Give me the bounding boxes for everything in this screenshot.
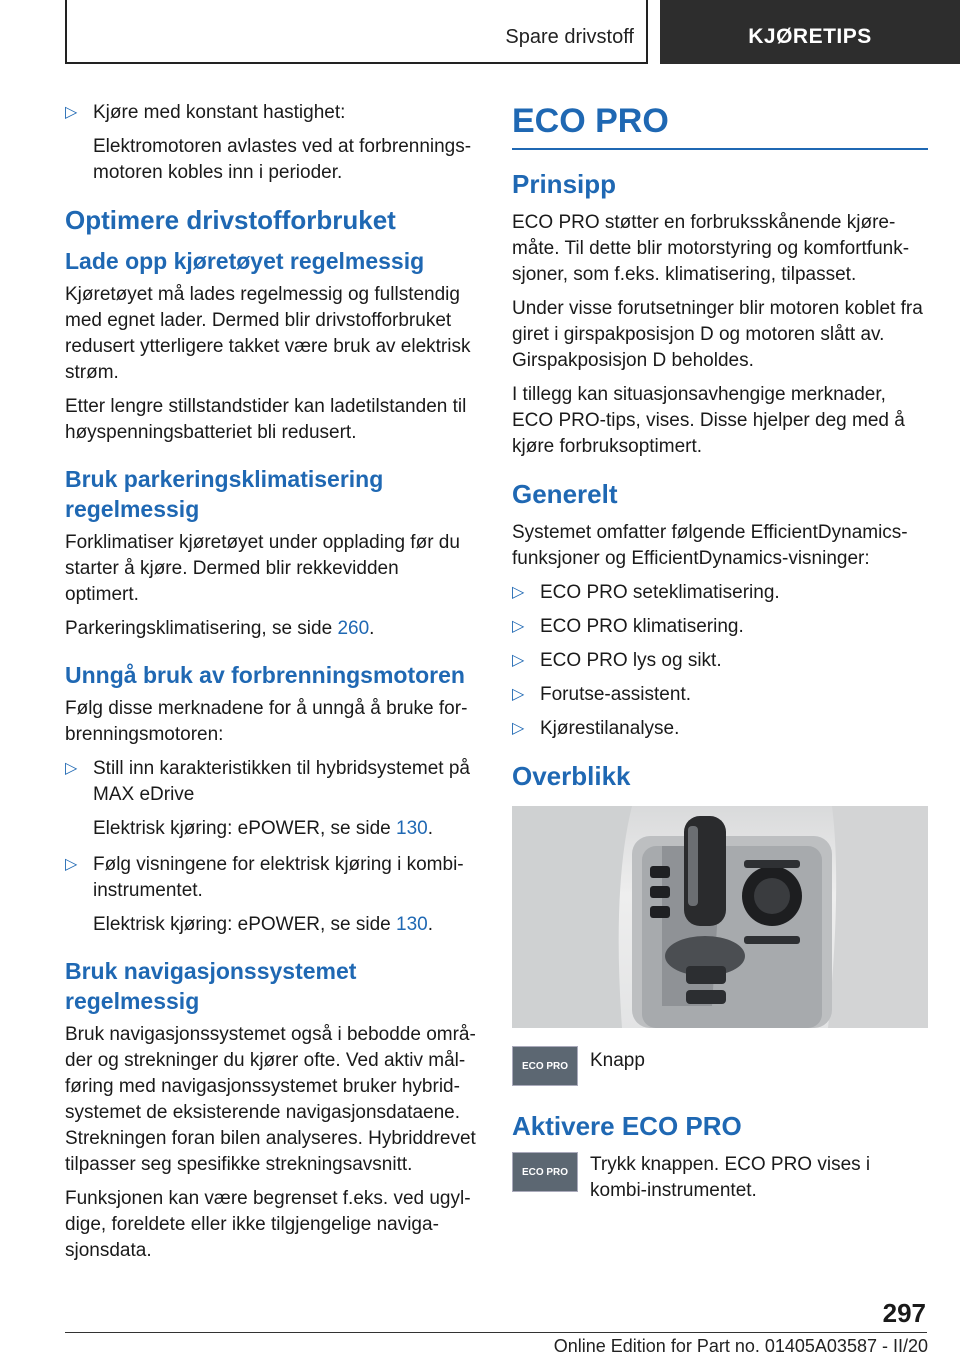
list-item (65, 100, 477, 186)
bullet-triangle-icon: ▷ (512, 720, 525, 737)
paragraph: Følg disse merknadene for å unngå å bruke forbrenningsmotoren: (65, 698, 468, 745)
header-section-title: Spare drivstoff (505, 25, 634, 48)
paragraph: ECO PRO støtter en forbruksskånende kjøremåte. Til dette blir motorstyring og komfortfunksjoner, som f.eks. klimatisering, tilpasset. (512, 212, 910, 285)
list-item (65, 756, 477, 842)
bullet-triangle-icon: ▷ (65, 104, 78, 121)
left-column (65, 100, 477, 1272)
bullet-triangle-icon: ▷ (512, 584, 525, 601)
right-column (512, 100, 928, 1212)
heading-eco-pro: ECO PRO (512, 100, 928, 150)
paragraph-with-link (65, 616, 477, 642)
header-section-tab (65, 0, 648, 64)
footer-divider (65, 1332, 927, 1333)
list-item-text: Kjørestilanalyse. (540, 718, 680, 739)
heading-overview: Overblikk (512, 761, 631, 791)
paragraph: Kjøretøyet må lades regelmessig og fullstendig med egnet lader. Dermed blir drivstofforbruket redusert ytterligere takket være bruk av elektrisk strøm. (65, 284, 471, 383)
bullet-triangle-icon: ▷ (512, 618, 525, 635)
list-item (512, 580, 928, 606)
bullet-text: Følg visningene for elektrisk kjøring i kombiinstrumentet. (93, 854, 464, 901)
list-item-text: Forutse-assistent. (540, 684, 691, 705)
bullet-text: Kjøre med konstant hastighet: (93, 102, 346, 123)
bullet-triangle-icon: ▷ (65, 760, 78, 777)
page-link[interactable]: 130 (396, 818, 428, 839)
center-console-photo (512, 806, 928, 1028)
bullet-text: Still inn karakteristikken til hybridsystemet på MAX eDrive (93, 758, 470, 805)
eco-pro-button-image: ECO PRO (512, 1046, 578, 1086)
bullet-subtext (93, 816, 477, 842)
paragraph: Under visse forutsetninger blir motoren koblet fra giret i girspakposisjon D og motoren slått av. Girspakposisjon D beholdes. (512, 298, 923, 371)
page-link[interactable]: 260 (337, 618, 370, 639)
bullet-triangle-icon: ▷ (65, 856, 78, 873)
list-item (512, 614, 928, 640)
link-suffix: . (427, 818, 434, 839)
page-number: 297 (882, 1298, 926, 1328)
footer-edition: Online Edition for Part no. 01405A03587 - II/20 (553, 1336, 928, 1356)
list-item (65, 852, 477, 938)
list-item-text: ECO PRO klimatisering. (540, 616, 744, 637)
bullet-triangle-icon: ▷ (512, 686, 525, 703)
bullet-triangle-icon: ▷ (512, 652, 525, 669)
button-legend-row (512, 1046, 928, 1086)
console-illustration (512, 806, 928, 1028)
page-link[interactable]: 130 (396, 914, 428, 935)
heading-activate: Aktivere ECO PRO (512, 1111, 742, 1141)
link-prefix: Parkeringsklimatisering, se side (65, 618, 338, 639)
paragraph: Funksjonen kan være begrenset f.eks. ved ugyldige, foreldete eller ikke tilgjengelige navigasjonsdata. (65, 1188, 471, 1261)
heading-optimize: Optimere drivstofforbruket (65, 205, 396, 235)
heading-parking: Bruk parkeringsklimatisering regelmessig (65, 466, 384, 522)
activate-row (512, 1152, 928, 1212)
header-chapter-title: KJØRETIPS (748, 25, 872, 48)
heading-avoid: Unngå bruk av forbrenningsmotoren (65, 662, 465, 688)
activate-text: Trykk knappen. ECO PRO vises i kombi-instrumentet. (590, 1154, 871, 1201)
paragraph: Etter lengre stillstandstider kan ladetilstanden til høyspenningsbatteriet bli redusert. (65, 396, 467, 443)
list-item (512, 716, 928, 742)
bullet-subtext (93, 912, 477, 938)
paragraph: Bruk navigasjonssystemet også i bebodde områder og strekninger du kjører ofte. Ved aktiv målføring med navigasjonssystemet bruker hybridsystemet de eksisterende navigasjonsdataene. Strekningen foran bilen analyseres. Hybriddrevet tilpasser seg spesifikke strekningsavsnitt. (65, 1024, 476, 1175)
list-item (512, 682, 928, 708)
link-prefix: Elektrisk kjøring: ePOWER, se side (93, 818, 397, 839)
header-chapter-tab (660, 0, 960, 64)
link-suffix: . (369, 618, 375, 639)
paragraph: Systemet omfatter følgende EfficientDynamics-funksjoner og EfficientDynamics-visninger: (512, 522, 908, 569)
heading-charge: Lade opp kjøretøyet regelmessig (65, 248, 425, 274)
list-item-text: ECO PRO seteklimatisering. (540, 582, 780, 603)
bullet-subtext: Elektromotoren avlastes ved at forbrenningsmotoren kobles inn i perioder. (93, 136, 472, 183)
link-prefix: Elektrisk kjøring: ePOWER, se side (93, 914, 397, 935)
eco-pro-button-image: ECO PRO (512, 1152, 578, 1192)
list-item (512, 648, 928, 674)
heading-general: Generelt (512, 479, 618, 509)
paragraph: I tillegg kan situasjonsavhengige merknader, ECO PRO-tips, vises. Disse hjelper deg med å kjøre forbruksoptimert. (512, 384, 905, 457)
heading-nav: Bruk navigasjonssystemet regelmessig (65, 958, 357, 1014)
heading-principle: Prinsipp (512, 169, 617, 199)
list-item-text: ECO PRO lys og sikt. (540, 650, 722, 671)
link-suffix: . (427, 914, 434, 935)
paragraph: Forklimatiser kjøretøyet under opplading før du starter å kjøre. Dermed blir rekkevidden optimert. (65, 532, 460, 605)
button-caption: Knapp (590, 1050, 645, 1071)
